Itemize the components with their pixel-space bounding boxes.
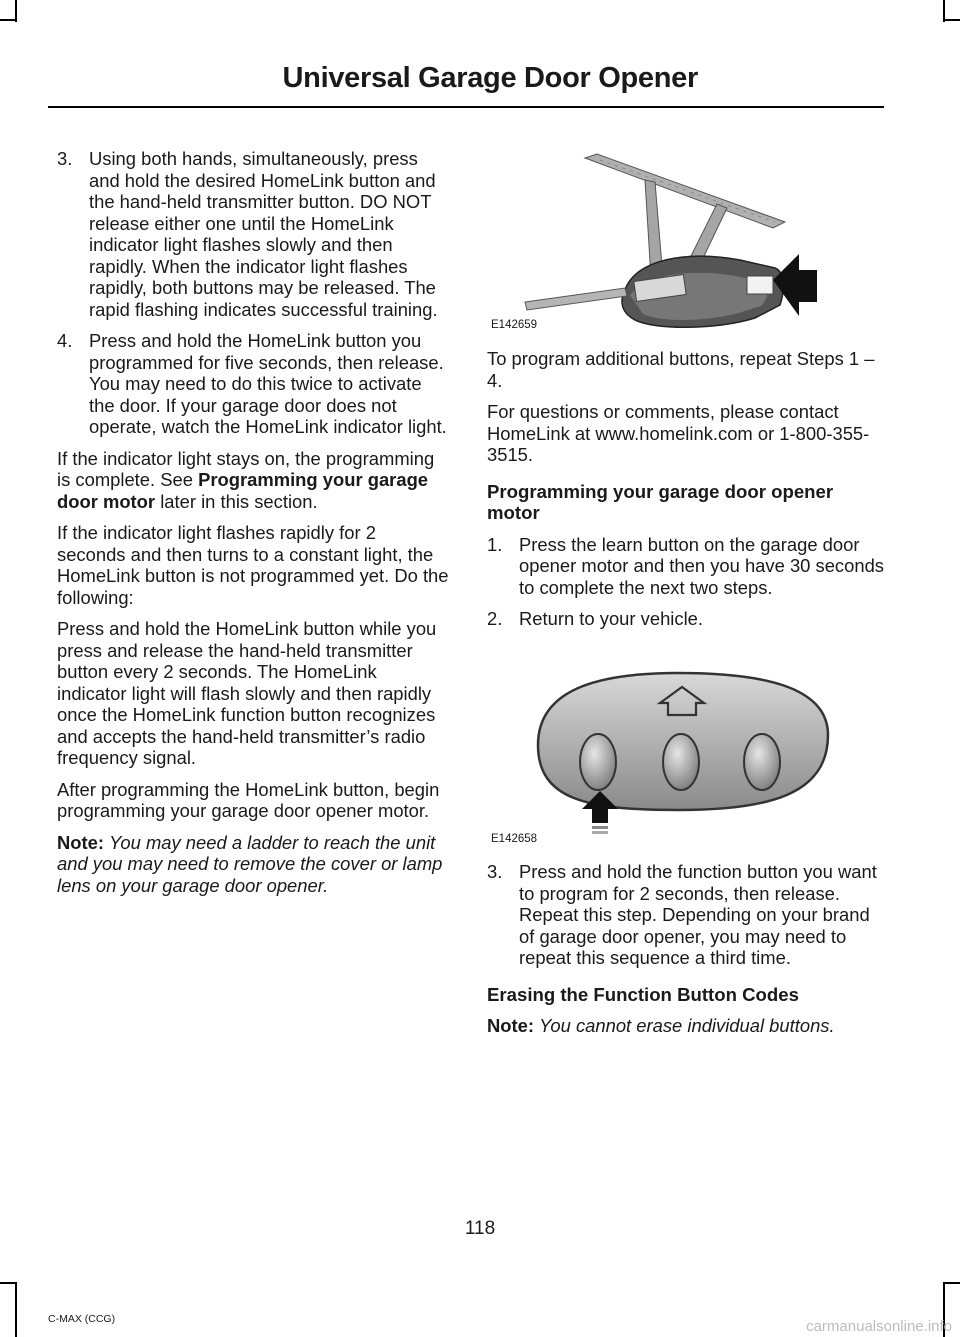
step-text: Press and hold the function button you want to program for 2 seconds, then release. Repeat this step. Depending on your brand of garage door opener, you may need to repeat this sequence a third time. xyxy=(519,861,877,968)
watermark: carmanualsonline.info xyxy=(806,1318,952,1335)
note-text: You may need a ladder to reach the unit and you may need to remove the cover or lamp lens on your garage door opener. xyxy=(57,831,443,896)
paragraph: For questions or comments, please contact HomeLink at www.homelink.com or 1-800-355-3515. xyxy=(487,401,870,465)
paragraph: After programming the HomeLink button, begin programming your garage door opener motor. xyxy=(57,778,440,821)
left-column xyxy=(57,148,449,906)
paragraph xyxy=(57,448,449,513)
step-item xyxy=(57,330,449,438)
crop-mark xyxy=(943,1282,960,1284)
paragraph: Press and hold the HomeLink button while you press and release the hand-held transmitter button every 2 seconds. The HomeLink indicator light will flash slowly and then rapidly once the HomeLink function button recognizes and accepts the hand-held transmitter’s radio frequency signal. xyxy=(57,618,437,768)
crop-mark xyxy=(0,1282,17,1284)
step-number: 1. xyxy=(487,533,503,555)
step-number: 3. xyxy=(487,861,503,882)
paragraph: To program additional buttons, repeat Steps 1 – 4. xyxy=(487,348,875,391)
section-heading: Erasing the Function Button Codes xyxy=(487,983,799,1005)
note-label: Note: xyxy=(487,1015,534,1036)
page-number: 118 xyxy=(464,1218,496,1239)
cross-reference-link[interactable]: Programming your garage door motor xyxy=(57,469,429,512)
step-number: 2. xyxy=(487,608,503,629)
step-item xyxy=(57,148,449,320)
right-column-upper xyxy=(487,348,885,640)
note-label: Note: xyxy=(57,831,104,853)
garage-door-opener-motor-icon xyxy=(485,150,885,335)
paragraph-text: later in this section. xyxy=(160,490,318,512)
crop-mark xyxy=(15,1282,17,1337)
figure-code: E142658 xyxy=(491,833,538,845)
crop-mark xyxy=(0,19,17,21)
page-title: Universal Garage Door Opener xyxy=(282,62,698,94)
step-item xyxy=(487,861,885,969)
note xyxy=(57,832,449,897)
paragraph-text: If the indicator light stays on, the programming is complete. See xyxy=(57,447,435,490)
model-code: C-MAX (CCG) xyxy=(48,1313,116,1325)
right-column-lower xyxy=(487,861,885,1047)
note-text: You cannot erase individual buttons. xyxy=(539,1015,835,1036)
step-text: Press and hold the HomeLink button you programmed for five seconds, then release. You may need to do this twice to activate the door. If your garage door does not operate, watch the HomeLink indicator light. xyxy=(89,330,447,437)
step-number: 4. xyxy=(57,330,73,351)
paragraph: If the indicator light flashes rapidly for 2 seconds and then turns to a constant light, the HomeLink button is not programmed yet. Do the following: xyxy=(57,522,449,608)
header-divider xyxy=(48,106,884,108)
step-number: 3. xyxy=(57,148,73,169)
crop-mark xyxy=(943,19,960,21)
step-item xyxy=(487,534,885,599)
step-text: Press the learn button on the garage door opener motor and then you have 30 seconds to complete the next two steps. xyxy=(519,533,885,598)
homelink-buttons-icon xyxy=(518,665,838,840)
section-heading: Programming your garage door opener motor xyxy=(487,480,834,523)
step-item xyxy=(487,608,885,630)
step-text: Return to your vehicle. xyxy=(519,608,703,629)
step-text: Using both hands, simultaneously, press and hold the desired HomeLink button and the hand-held transmitter button. DO NOT release either one until the HomeLink indicator light flashes slowly and then rapidly. When the indicator light flashes rapidly, both buttons may be released. The rapid flashing indicates successful training. xyxy=(89,148,438,320)
note xyxy=(487,1015,885,1037)
figure-code: E142659 xyxy=(491,319,538,331)
